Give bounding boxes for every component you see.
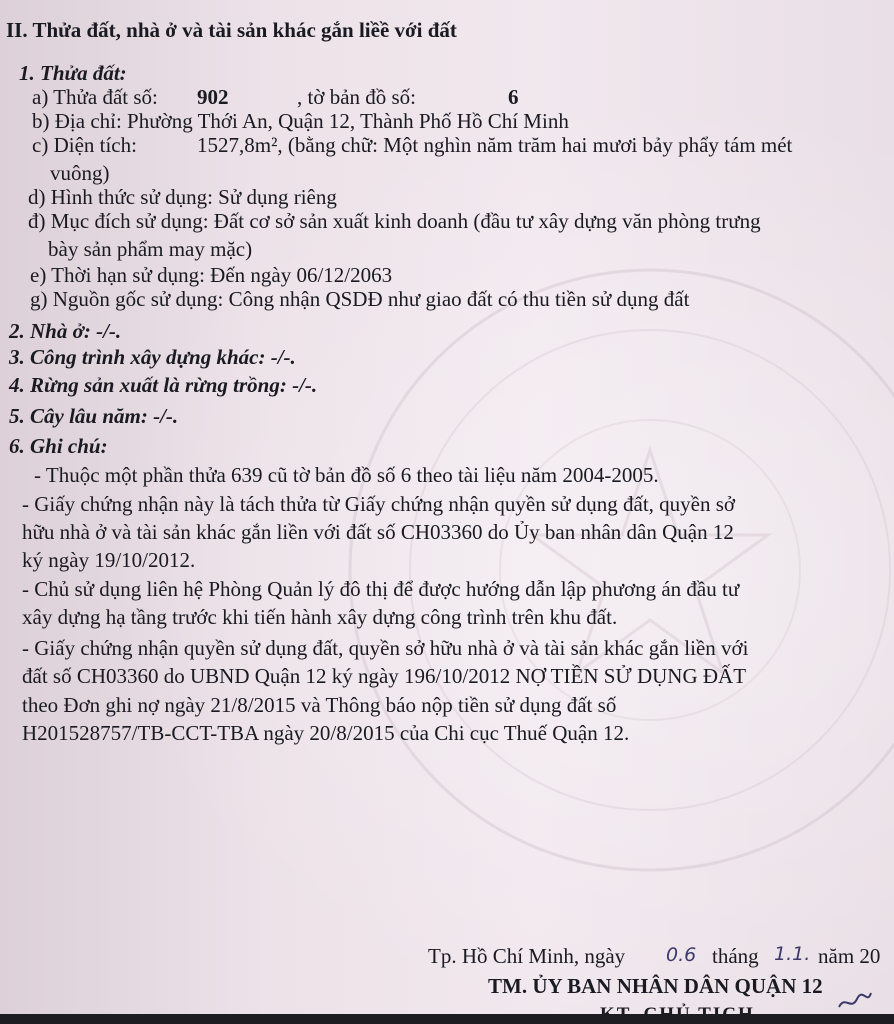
date-month-label: tháng (712, 944, 759, 968)
part6-heading: 6. Ghi chú: (9, 434, 108, 458)
map-sheet-label: , tờ bản đồ số: (297, 85, 417, 109)
part4-forest: 4. Rừng sản xuất là rừng trồng: -/-. (9, 373, 318, 397)
date-year-label: năm 20 (818, 944, 881, 968)
note-line: đất số CH03360 do UBND Quận 12 ký ngày 196/10/2012 NỢ TIỀN SỬ DỤNG ĐẤT (22, 664, 747, 688)
note-line: xây dựng hạ tầng trước khi tiến hành xây dựng công trình trên khu đất. (22, 605, 618, 629)
note-line: - Thuộc một phần thửa 639 cũ tờ bản đồ số 6 theo tài liệu năm 2004-2005. (34, 463, 659, 487)
area-label: c) Diện tích: (32, 133, 137, 157)
part2-house: 2. Nhà ở: -/-. (9, 319, 122, 343)
usage-purpose-cont: bày sản phẩm may mặc) (48, 237, 253, 261)
address-line: b) Địa chỉ: Phường Thới An, Quận 12, Thành Phố Hồ Chí Minh (32, 109, 569, 133)
parcel-number-row (32, 84, 158, 110)
part1-heading: 1. Thửa đất: (19, 61, 127, 85)
signature-mark (835, 985, 875, 1015)
note-line: H201528757/TB-CCT-TBA ngày 20/8/2015 của Chi cục Thuế Quận 12. (22, 721, 630, 745)
section-title: II. Thửa đất, nhà ở và tài sản khác gắn liềề với đất (6, 18, 457, 42)
note-line: - Giấy chứng nhận này là tách thửa từ Giấy chứng nhận quyền sử dụng đất, quyền sở (22, 492, 736, 516)
emblem-watermark (330, 250, 894, 890)
issuer-title: TM. ỦY BAN NHÂN DÂN QUẬN 12 (488, 974, 823, 998)
map-sheet-value: 6 (508, 85, 519, 109)
usage-origin: g) Nguồn gốc sử dụng: Công nhận QSDĐ như giao đất có thu tiền sử dụng đất (30, 287, 690, 311)
note-line: hữu nhà ở và tài sản khác gắn liền với đất số CH03360 do Ủy ban nhân dân Quận 12 (22, 520, 734, 544)
note-line: ký ngày 19/10/2012. (22, 548, 196, 572)
bottom-edge (0, 1014, 894, 1024)
date-month-handwritten: 1.1. (774, 943, 811, 965)
area-value-cont: vuông) (50, 161, 110, 185)
area-value: 1527,8m², (bằng chữ: Một nghìn năm trăm hai mươi bảy phẩy tám mét (197, 133, 793, 157)
parcel-number-label: a) Thửa đất số: (32, 85, 158, 109)
date-day-handwritten: 0.6 (666, 944, 697, 966)
date-prefix: Tp. Hồ Chí Minh, ngày (428, 944, 626, 968)
usage-term: e) Thời hạn sử dụng: Đến ngày 06/12/2063 (30, 263, 393, 287)
part5-perennial: 5. Cây lâu năm: -/-. (9, 404, 179, 428)
parcel-number-value: 902 (197, 85, 229, 109)
usage-purpose: đ) Mục đích sử dụng: Đất cơ sở sản xuất kinh doanh (đầu tư xây dựng văn phòng trưng (28, 209, 761, 233)
note-line: - Giấy chứng nhận quyền sử dụng đất, quyền sở hữu nhà ở và tài sản khác gắn liền với (22, 636, 749, 660)
usage-form: d) Hình thức sử dụng: Sử dụng riêng (28, 185, 337, 209)
part3-construction: 3. Công trình xây dựng khác: -/-. (9, 345, 296, 369)
note-line: theo Đơn ghi nợ ngày 21/8/2015 và Thông báo nộp tiền sử dụng đất số (22, 693, 617, 717)
note-line: - Chủ sử dụng liên hệ Phòng Quản lý đô thị để được hướng dẫn lập phương án đầu tư (22, 577, 740, 601)
